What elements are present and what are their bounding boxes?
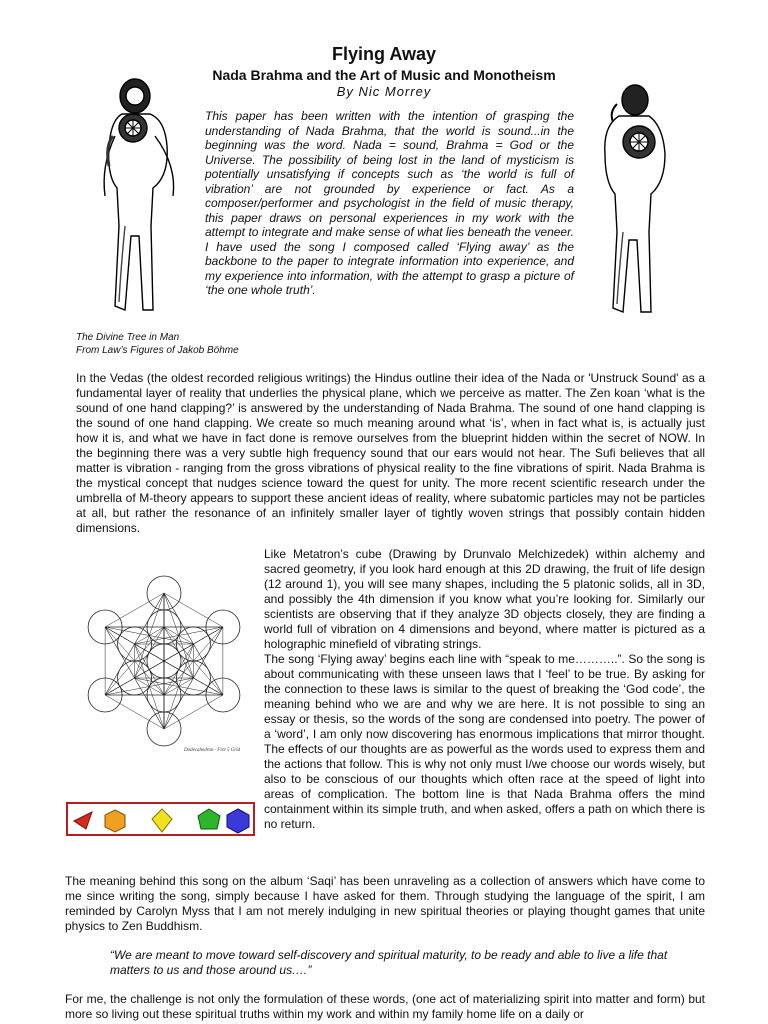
dodecahedron-icon <box>198 809 220 829</box>
cube-line-63 <box>164 593 223 627</box>
paragraph-saqi: The meaning behind this song on the album ‘Saqi’ has been unraveling as a collection of answers which have come to me since writing the song, simply because I have asked for them. Through studying the language of the spirit, I am reminded by Carolyn Myss that I am not merely indulging in new spiritual theories or playing thought games that unite physics to Zen Buddhism. <box>65 874 705 933</box>
author-byline: By Nic Morrey <box>336 84 432 99</box>
platonic-solids-strip <box>66 802 255 836</box>
paragraph-metatron-b: The song ‘Flying away’ begins each line with “speak to me………..”. So the song is about communicating with these unseen laws that I ‘feel’ to be true. By asking for the connection to these laws is similar to the quest of breaking the ‘God code’, the meaning behind who we are and why we are here. It is not possible to sing an essay or thesis, so the words of the song are condensed into poetry. The power of a ‘word’, I am only now discovering has enormous implications that mirror thought. The effects of our thoughts are as powerful as the words used to express them and the actions that follow. This is why not only must I/we choose our words wisely, but also to be conscious of our thoughts which often race at the speed of light into areas of complication. The bottom line is that Nada Brahma offers the mind containment within its simple truth, and when asked, offers a path on which there is no return. <box>264 652 705 831</box>
cube-line-51 <box>135 593 164 678</box>
cube-line-75 <box>105 695 164 729</box>
cube-line-72 <box>164 695 223 729</box>
tetrahedron-icon <box>74 812 92 829</box>
figure-caption <box>76 331 239 357</box>
cube-line-53 <box>135 678 223 695</box>
cube-line-58 <box>135 627 223 644</box>
paragraph-vedas: In the Vedas (the oldest recorded religious writings) the Hindus outline their idea of the Nada or 'Unstruck Sound' as a fundamental layer of reality that underlies the physical plane, which we perceive as matter. The Zen koan ‘what is the sound of one hand clapping?’ is answered by the understanding of Nada Brahma. The sound of one hand clapping is the sound of one hand clapping. We create so much meaning around what ‘is’, when in fact what is, is actually just how it is, and what we have in fact done is remove ourselves from the blueprint hidden within the secret of NOW. In the beginning there was a very subtle high frequency sound that our ears would not hear. The Sufi believes that all matter is vibration - ranging from the gross vibrations of physical reality to the fine vibrations of spirit. Nada Brahma is the mystical concept that nudges science toward the quest for unity. The more recent scientific research under the umbrella of M-theory appears to support these ancient ideas of reality, where subatomic particles may not be particles at all, but rather the resonance of an infinitely smaller layer of tightly woven strings that possibly contain hidden dimensions. <box>76 371 705 535</box>
block-quote: “We are meant to move toward self-discovery and spiritual maturity, to be ready and able to live a life that matters to us and those around us.…” <box>110 948 668 977</box>
abstract-text: This paper has been written with the intention of grasping the understanding of Nada Brahma, that the world is sound...in the beginning was the word. Nada = sound, Brahma = God or the Universe. The possibility of being lost in the land of mysticism is potentially unsatisfying if concepts such as ‘the world is full of vibration’ are not grounded by experience or fact. As a composer/performer and psychologist in the field of music therapy, this paper draws on personal experiences in my work with the attempt to integrate and make sense of what lies beneath the veneer. I have used the song I composed called ‘Flying away’ as the backbone to the paper to integrate information into experience, and my experience into information, with the attempt to grasp a picture of ‘the one whole truth’. <box>205 109 574 297</box>
document-title: Flying Away <box>331 44 437 64</box>
paragraph-challenge: For me, the challenge is not only the formulation of these words, (one act of materializing spirit into matter and form) but more so living out these spiritual truths within my work and within my family home life on a daily or <box>65 992 705 1021</box>
caption-line-2: From Law’s Figures of Jakob Böhme <box>76 345 239 356</box>
cube-line-60 <box>135 644 164 729</box>
icosahedron-icon <box>227 809 249 833</box>
platonic-solids-icons <box>68 804 253 834</box>
cube-line-67 <box>105 593 164 627</box>
paragraph-metatron <box>264 547 705 832</box>
octahedron-icon <box>152 809 172 832</box>
left-figure-illustration <box>95 76 187 322</box>
metatrons-cube-illustration <box>64 546 264 782</box>
right-figure-illustration <box>589 82 681 320</box>
cube-drawing-label: Dodecahedron · Fire 5 Grid <box>184 748 241 753</box>
paragraph-metatron-a: Like Metatron’s cube (Drawing by Drunvalo Melchizedek) within alchemy and sacred geometry, if you look hard enough at this 2D drawing, the fruit of life design (12 around 1), you will see many shapes, including the 5 platonic solids, all in 3D, and possibly the 4th dimension if you know what you’re looking for. Similarly our scientists are observing that if they analyze 3D objects closely, they are finding a world full of vibration on 4 dimensions and beyond, where matter is pictured as a holographic minefield of vibrating strings. <box>264 547 705 651</box>
cube-solid-icon <box>105 810 125 832</box>
caption-line-1: The Divine Tree in Man <box>76 332 180 343</box>
document-subtitle: Nada Brahma and the Art of Music and Monotheism <box>212 67 556 83</box>
